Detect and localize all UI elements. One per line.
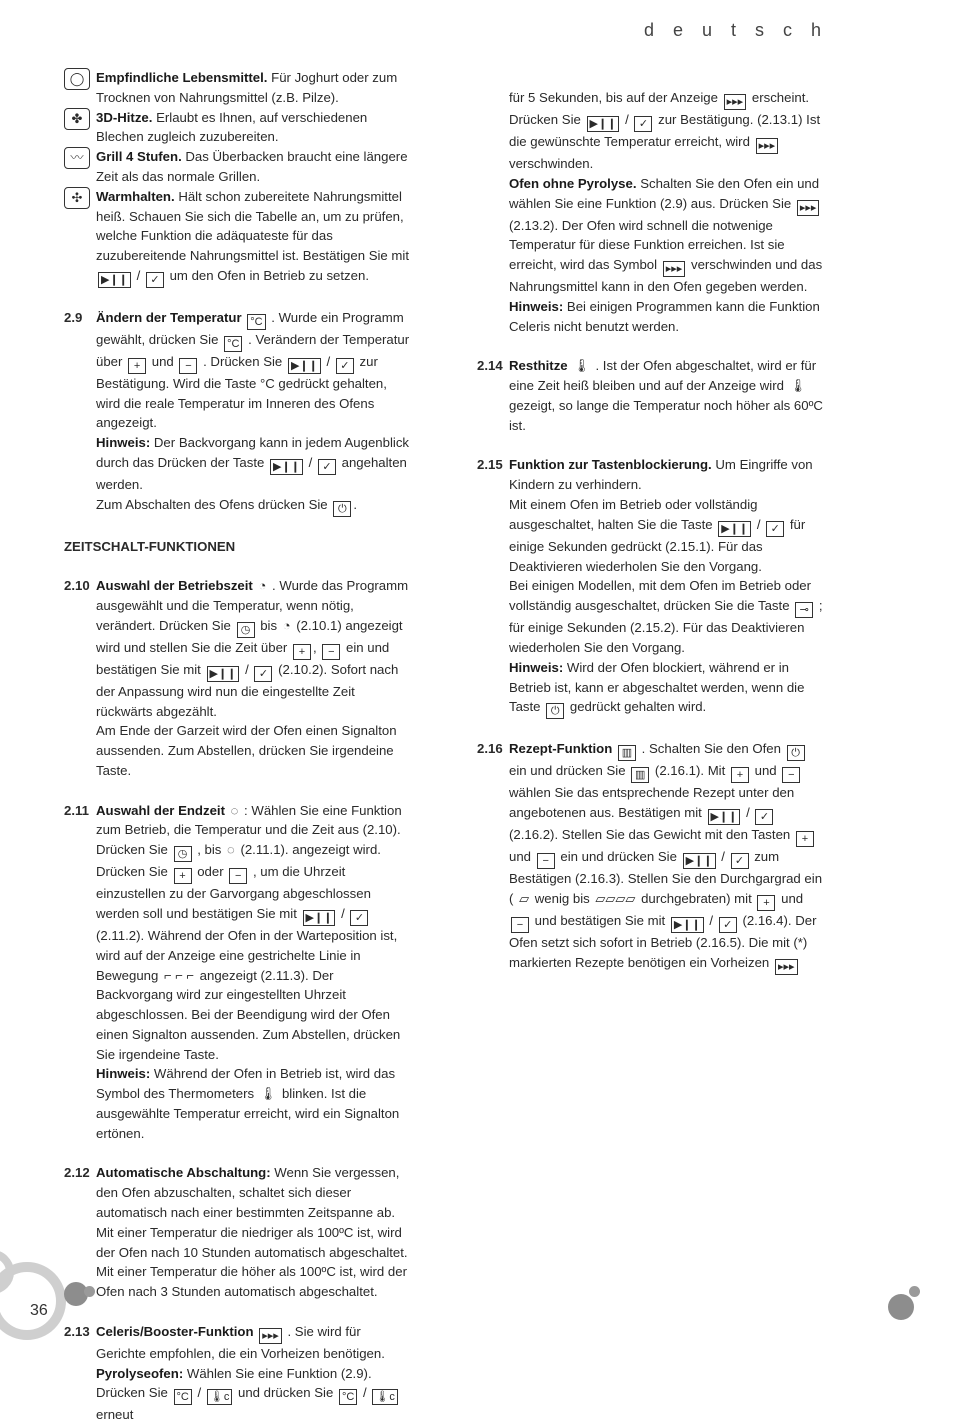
text: erscheint. Drücken Sie <box>509 90 810 127</box>
note-label: Hinweis: <box>509 298 564 314</box>
text: Während der Ofen in Betrieb ist, wird das Symbol des Thermometers <box>96 1066 396 1102</box>
function-item-3d <box>64 108 414 148</box>
text: (2.13.2). Der Ofen wird schnell die notwenige Temperatur für diese Funktion erreichen. Ist sie erreicht, wird das Symbol <box>509 217 785 273</box>
slash: / <box>363 1385 367 1401</box>
text: Schalten Sie den Ofen ein und wählen Sie eine Funktion (2.9) aus. Drücken Sie <box>509 175 820 211</box>
fan-icon: ✣ <box>64 187 90 209</box>
slash: / <box>625 112 629 127</box>
text: gezeigt, so lange die Temperatur noch höher als 60ºC ist. <box>509 397 823 433</box>
check-icon: ✓ <box>719 917 737 933</box>
power-icon: ⏻ <box>787 745 805 761</box>
timer-heading: ZEITSCHALT-FUNKTIONEN <box>64 538 236 554</box>
degc-icon: °C <box>247 314 265 330</box>
item-text-end: um den Ofen in Betrieb zu setzen. <box>169 267 369 283</box>
text: und bestätigen Sie mit <box>534 912 666 928</box>
degc-icon: °C <box>174 1389 192 1405</box>
item-text: Hält schon zubereitete Nahrungsmittel heiß. Schauen Sie sich die Tabelle an, um zu prüfen, welche Funktion die adäquateste für das zuzubereitende Nahrungsmittel ist. Bestätigen Sie mit <box>96 188 409 264</box>
section-2-12 <box>64 1163 414 1302</box>
item-text: Für Joghurt oder zum Trocknen von Nahrungsmittel (z.B. Pilze). <box>96 70 398 105</box>
slash: / <box>756 516 761 532</box>
text: zum Bestätigen (2.16.3). Stellen Sie den Durchgargrad ein ( <box>509 848 823 906</box>
section-2-11 <box>64 801 414 1144</box>
text: wenig bis <box>534 890 590 906</box>
text: Zum Abschalten des Ofens drücken Sie <box>96 496 328 512</box>
slash: / <box>326 353 331 369</box>
section-title: Ändern der Temperatur <box>96 309 242 325</box>
section-title: Funktion zur Tastenblockierung. <box>509 457 712 473</box>
slash: / <box>341 905 345 921</box>
text: (2.16.2). Stellen Sie das Gewicht mit den Tasten <box>509 826 791 842</box>
slash: / <box>721 848 725 864</box>
thermometer-icon: 🌡 <box>259 1086 277 1102</box>
item-title: Empfindliche Lebensmittel. <box>96 70 268 85</box>
plus-icon: + <box>174 868 192 884</box>
start-pause-icon: ▶❙❙ <box>98 272 131 288</box>
section-title: Auswahl der Endzeit <box>96 802 225 818</box>
section-number: 2.15 <box>477 457 503 473</box>
text: und <box>754 763 777 779</box>
text: und <box>151 353 174 369</box>
section-2-9: 2.9 Ändern der Temperatur °C . Wurde ein Programm gewählt, drücken Sie °C . Verändern der Temperatur über + und − . Drücken Sie ▶❙❙ / ✓ zur Bestätigung. Wird die Taste °C gedrückt gehalten, wird die reale Temperatur im Inneren des Ofens angezeigt. Hinweis: Der Backvorgang kann in jedem Augenblick durch das Drücken der Taste ▶❙❙ / ✓ angehalten werden. Zum Abschalten des Ofens drücken Sie ⏻ . <box>64 309 410 515</box>
plus-icon: + <box>796 831 814 847</box>
minus-icon: − <box>511 917 529 933</box>
section-title: Celeris/Booster-Funktion <box>96 1323 254 1339</box>
grill-icon: 〰 <box>64 147 90 169</box>
text: Der Backvorgang kann in jedem Augenblick durch das Drücken der Taste <box>96 435 410 470</box>
duration-icon: ◔ <box>258 578 267 594</box>
section-title: Rezept-Funktion <box>509 741 613 757</box>
item-title: Grill 4 Stufen. <box>96 149 182 165</box>
check-icon: ✓ <box>146 272 164 288</box>
text: (2.11.2). Während der Ofen in der Warteposition ist, wird auf der Anzeige eine gestrichelte Linie in Bewegung <box>96 927 398 983</box>
section-title: Resthitze <box>509 358 568 374</box>
page-number: 36 <box>30 1302 48 1319</box>
section-number: 2.13 <box>64 1323 90 1339</box>
text: Mit einem Ofen im Betrieb oder vollständig ausgeschaltet, halten Sie die Taste <box>509 496 758 532</box>
plus-icon: + <box>757 895 775 911</box>
text: bis <box>260 617 278 633</box>
function-item-warm <box>64 187 414 288</box>
plus-icon: + <box>128 358 146 374</box>
check-icon: ✓ <box>336 358 354 374</box>
end-time-icon: ◌ <box>230 802 239 818</box>
booster-icon: ▸▸▸ <box>724 94 747 110</box>
section-2-14 <box>477 356 827 435</box>
note-label: Hinweis: <box>96 1066 151 1082</box>
check-icon: ✓ <box>318 459 336 475</box>
section-2-10: 2.10 Auswahl der Betriebszeit ◔ . Wurde das Programm ausgewählt und die Temperatur, wenn nötig, verändert. Drücken Sie ◷ bis ◔ (2.10.1) angezeigt wird und stellen Sie die Zeit über + , − ein und bestätigen Sie mit ▶❙❙ / ✓ (2.10.2). Sofort nach der Anpassung wird nun die eingestellte Zeit rückwärts abgezählt. Am Ende der Garzeit wird der Ofen einen Signalton aussenden. Zum Abstellen, drücken Sie irgendeine Taste. <box>64 578 409 778</box>
start-pause-icon: ▶❙❙ <box>718 521 751 537</box>
slash: / <box>709 912 714 928</box>
start-pause-icon: ▶❙❙ <box>270 459 303 475</box>
text: und drücken Sie <box>238 1385 334 1401</box>
dashed-line-icon: ⌐ ⌐ ⌐ <box>164 967 194 983</box>
no-pyro-label: Ofen ohne Pyrolyse. <box>509 175 637 191</box>
section-2-13 <box>64 1322 414 1425</box>
language-label: d e u t s c h <box>643 20 828 40</box>
decor-dot <box>888 1294 914 1320</box>
item-title: Warmhalten. <box>96 188 175 204</box>
text: (2.16.1). Mit <box>654 763 726 779</box>
text: : Wählen Sie eine Funktion zum Betrieb, die Temperatur und die Zeit aus (2.10). Drücken Sie <box>96 802 402 858</box>
text: (2.10.2). Sofort nach der Anpassung wird nun die eingestellte Zeit rückwärts abgezählt. <box>96 661 399 719</box>
note-label: Hinweis: <box>96 435 151 451</box>
left-column <box>64 68 414 1425</box>
text: wählen Sie das entsprechende Rezept unter den angebotenen aus. Bestätigen mit <box>509 785 795 820</box>
fan-ring-icon: ✤ <box>64 108 90 130</box>
text: durchgebraten) mit <box>641 890 752 906</box>
note-label: Hinweis: <box>509 659 564 675</box>
text: (2.16.4). Der Ofen setzt sich sofort in Betrieb (2.16.5). Die mit (*) markierten Rezepte benötigen ein Vorheizen <box>509 912 817 970</box>
power-icon: ⏻ <box>333 501 351 517</box>
degc-icon: °C <box>224 336 242 352</box>
text: . Schalten Sie den Ofen <box>641 741 781 757</box>
function-item-sensitive <box>64 68 414 108</box>
thermo-c-icon: 🌡c <box>372 1389 397 1405</box>
plus-icon: + <box>731 767 749 783</box>
start-pause-icon: ▶❙❙ <box>671 917 704 933</box>
check-icon: ✓ <box>731 853 749 869</box>
item-title: 3D-Hitze. <box>96 109 153 125</box>
recipe-book-icon: ▥ <box>631 767 649 783</box>
clock-icon: ◷ <box>237 622 255 638</box>
degc-icon: °C <box>339 1389 357 1405</box>
circle-icon: ◯ <box>64 68 90 90</box>
minus-icon: − <box>229 868 247 884</box>
text: für einige Sekunden gedrückt (2.15.1). Für das Deaktivieren wiederholen Sie den Vorgang. <box>509 516 806 574</box>
text: (2.11.1). angezeigt wird. Drücken Sie <box>96 842 381 880</box>
check-icon: ✓ <box>634 116 652 132</box>
start-pause-icon: ▶❙❙ <box>303 910 336 926</box>
text: angehalten werden. <box>96 454 407 492</box>
text: . Verändern der Temperatur über <box>96 331 410 369</box>
text: Um Eingriffe von Kindern zu verhindern. <box>509 457 813 493</box>
text: verschwinden. <box>509 156 594 171</box>
right-column <box>477 88 827 975</box>
slash: / <box>746 804 750 820</box>
slash: / <box>197 1385 202 1401</box>
start-pause-icon: ▶❙❙ <box>708 809 741 825</box>
minus-icon: − <box>322 644 340 660</box>
text: verschwinden und das Nahrungsmittel kann in den Ofen gegeben werden. <box>509 257 823 295</box>
minus-icon: − <box>179 358 197 374</box>
check-icon: ✓ <box>755 809 773 825</box>
doneness-high-icon: ▱▱▱▱ <box>595 890 636 906</box>
check-icon: ✓ <box>254 666 272 682</box>
text: und <box>781 890 804 906</box>
recipe-book-icon: ▥ <box>618 745 636 761</box>
text: Wird der Ofen blockiert, während er in Betrieb ist, kann er abgeschaltet werden, wenn die Taste <box>509 659 805 715</box>
section-number: 2.14 <box>477 358 503 374</box>
function-item-grill <box>64 147 414 187</box>
section-number: 2.11 <box>64 802 89 818</box>
section-2-13-continued <box>477 88 827 337</box>
text: ; für einige Sekunden (2.15.2). Für das Deaktivieren wiederholen Sie den Vorgang. <box>509 598 823 655</box>
item-text: Das Überbacken braucht eine längere Zeit als das normale Grillen. <box>96 149 408 184</box>
text: . Drücken Sie <box>203 353 283 369</box>
plus-icon: + <box>293 644 311 660</box>
text: ein und drücken Sie <box>509 763 626 779</box>
start-pause-icon: ▶❙❙ <box>587 116 620 132</box>
text: und <box>509 848 532 864</box>
text: . Sie wird für Gerichte empfohlen, die ein Vorheizen benötigen. <box>96 1323 385 1361</box>
text: für 5 Sekunden, bis auf der Anzeige <box>509 90 718 105</box>
text: oder <box>197 864 224 880</box>
thermometer-icon: 🌡 <box>573 358 590 374</box>
slash: / <box>308 454 313 470</box>
end-time-icon: ◌ <box>227 842 235 858</box>
text: . Wurde das Programm ausgewählt und die Temperatur, wenn nötig, verändert. Drücken Sie <box>96 578 409 633</box>
text: . Wurde ein Programm gewählt, drücken Sie <box>96 309 404 347</box>
text: zur Bestätigung. Wird die Taste °C gedrückt gehalten, wird die reale Temperatur im Inneren des Ofens angezeigt. <box>96 353 387 431</box>
booster-icon: ▸▸▸ <box>775 959 798 975</box>
doneness-low-icon: ▱ <box>519 890 530 906</box>
duration-icon: ◔ <box>282 617 291 633</box>
check-icon: ✓ <box>766 521 784 537</box>
text: Bei einigen Modellen, mit dem Ofen im Betrieb oder vollständig ausgeschaltet, drücken Sie die Taste <box>509 578 811 614</box>
text: . Ist der Ofen abgeschaltet, wird er für eine Zeit heiß bleiben und auf der Anzeige wird <box>509 358 817 394</box>
item-text: Erlaubt es Ihnen, auf verschiedenen Blechen zugleich zuzubereiten. <box>96 109 368 145</box>
section-2-15 <box>477 455 827 719</box>
text: ein und bestätigen Sie mit <box>96 639 390 677</box>
booster-icon: ▸▸▸ <box>663 261 686 277</box>
text: Wenn Sie vergessen, den Ofen abzuschalten, schaltet sich dieser automatisch nach einer bestimmten Zeitspanne ab. Mit einer Temperatur die niedriger als 100ºC ist, wird der Ofen nach 10 Stunden automatisch abgeschaltet. Mit einer Temperatur die höher als 100ºC ist, wird der Ofen nach 3 Stunden automatisch abgeschaltet. <box>96 1165 408 1300</box>
start-pause-icon: ▶❙❙ <box>207 666 240 682</box>
check-icon: ✓ <box>350 910 368 926</box>
text: erneut <box>96 1407 134 1423</box>
clock-icon: ◷ <box>174 846 192 862</box>
booster-icon: ▸▸▸ <box>797 200 820 216</box>
text: (2.10.1) angezeigt wird und stellen Sie die Zeit über <box>96 617 403 655</box>
thermo-c-icon: 🌡c <box>207 1389 232 1405</box>
text: gedrückt gehalten wird. <box>569 699 707 715</box>
thermometer-icon: 🌡 <box>789 378 807 394</box>
text: Am Ende der Garzeit wird der Ofen einen Signalton aussenden. Zum Abstellen, drücken Sie irgendeine Taste. <box>96 723 397 778</box>
minus-icon: − <box>537 853 555 869</box>
text: zur Bestätigung. (2.13.1) Ist die gewünschte Temperatur erreicht, wird <box>509 112 821 149</box>
section-number: 2.9 <box>64 309 83 325</box>
section-title: Automatische Abschaltung: <box>96 1165 271 1181</box>
section-number: 2.12 <box>64 1165 90 1181</box>
key-icon: ⊸ <box>795 602 813 618</box>
slash: / <box>245 661 249 677</box>
text: angezeigt (2.11.3). Der Backvorgang wird zur eingestellten Uhrzeit abgeschlossen. Bei der Beendigung wird der Ofen einen Signalton aussenden. Zum Abstellen, drücken Sie irgendeine Taste. <box>96 967 401 1062</box>
text: ein und drücken Sie <box>560 848 677 864</box>
decor-dot-small <box>909 1286 920 1297</box>
booster-icon: ▸▸▸ <box>259 1328 282 1344</box>
slash: / <box>136 267 141 283</box>
power-icon: ⏻ <box>546 703 564 719</box>
text: blinken. Ist die ausgewählte Temperatur erreicht, wird ein Signalton ertönen. <box>96 1086 400 1141</box>
pyro-label: Pyrolyseofen: <box>96 1365 184 1381</box>
section-title: Auswahl der Betriebszeit <box>96 578 253 594</box>
text: , bis <box>197 842 222 858</box>
decor-dot-small <box>84 1286 95 1297</box>
text: Wählen Sie eine Funktion (2.9). Drücken Sie <box>96 1365 372 1401</box>
minus-icon: − <box>782 767 800 783</box>
booster-icon: ▸▸▸ <box>756 138 779 154</box>
text: , um die Uhrzeit einzustellen zu der Garvorgang abgeschlossen werden soll und bestätigen Sie mit <box>96 864 371 921</box>
start-pause-icon: ▶❙❙ <box>683 853 716 869</box>
section-2-16 <box>477 739 827 974</box>
text: Bei einigen Programmen kann die Funktion Celeris nicht benutzt werden. <box>509 298 820 334</box>
section-number: 2.10 <box>64 578 90 594</box>
section-number: 2.16 <box>477 741 503 757</box>
start-pause-icon: ▶❙❙ <box>288 358 321 374</box>
